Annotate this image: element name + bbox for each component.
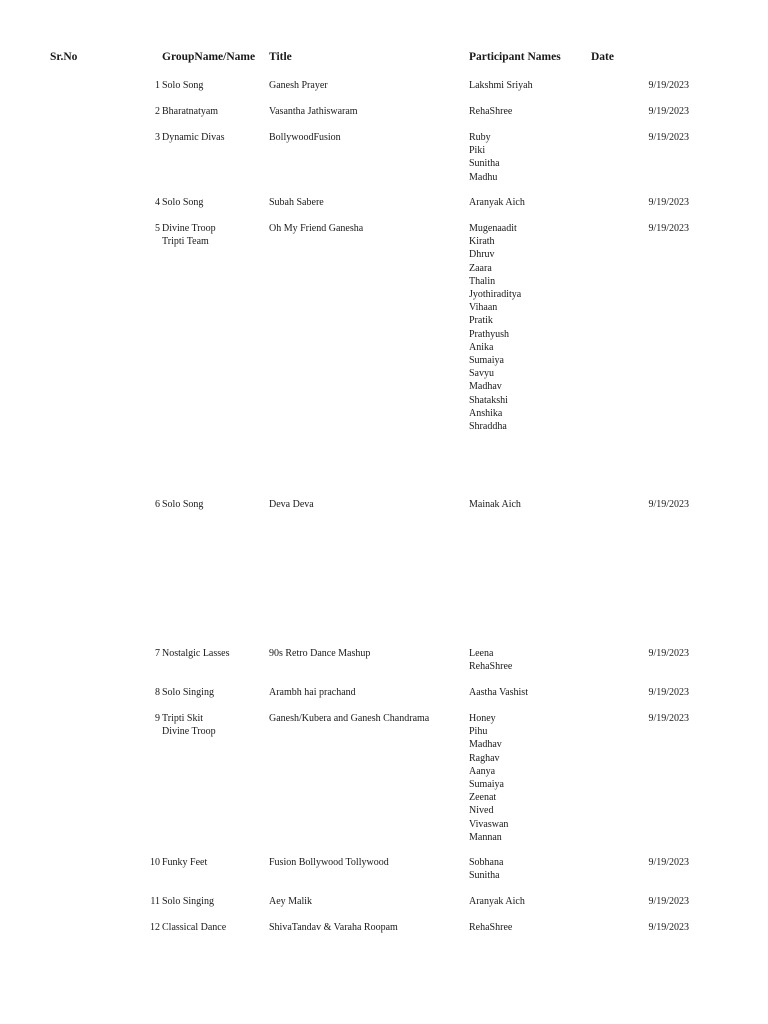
participant-name: Aranyak Aich bbox=[469, 197, 525, 208]
participant-name: Sunitha bbox=[469, 158, 500, 170]
participants-cell bbox=[469, 686, 528, 699]
participant-name: Savyu bbox=[469, 368, 494, 380]
date-cell: 9/19/2023 bbox=[648, 687, 689, 698]
group-name-cell bbox=[162, 79, 203, 92]
header-srno: Sr.No bbox=[50, 51, 78, 63]
title-cell: BollywoodFusion bbox=[269, 132, 341, 143]
participant-name: Shatakshi bbox=[469, 394, 508, 406]
participant-name: RehaShree bbox=[469, 106, 513, 117]
title-cell: Vasantha Jathiswaram bbox=[269, 106, 358, 117]
participant-name: Shraddha bbox=[469, 421, 507, 433]
participant-name: Pratik bbox=[469, 315, 493, 327]
participants-cell bbox=[469, 79, 533, 92]
header-participant-names: Participant Names bbox=[469, 51, 561, 63]
title-cell: Arambh hai prachand bbox=[269, 687, 356, 698]
participant-name: Zaara bbox=[469, 262, 492, 274]
title-cell: Subah Sabere bbox=[269, 197, 324, 208]
participant-name: Aastha Vashist bbox=[469, 687, 528, 698]
row-number: 1 bbox=[155, 80, 160, 91]
participants-cell bbox=[469, 196, 525, 209]
participant-name: Madhav bbox=[469, 381, 502, 393]
date-cell: 9/19/2023 bbox=[648, 499, 689, 510]
group-name-cell bbox=[162, 856, 207, 869]
group-name-cell bbox=[162, 131, 225, 144]
participant-name: Zeenat bbox=[469, 792, 497, 804]
participant-name: Prathyush bbox=[469, 328, 509, 340]
participant-name: Leena bbox=[469, 648, 494, 659]
group-name-line: Dynamic Divas bbox=[162, 132, 225, 143]
group-name-line: Tripti Team bbox=[162, 236, 209, 248]
title-cell: Ganesh Prayer bbox=[269, 80, 328, 91]
participant-name: Dhruv bbox=[469, 249, 495, 261]
row-number: 12 bbox=[150, 922, 160, 933]
group-name-cell bbox=[162, 105, 218, 118]
group-name-line: Nostalgic Lasses bbox=[162, 648, 230, 659]
group-name-line: Solo Singing bbox=[162, 687, 214, 698]
participant-name: Raghav bbox=[469, 752, 500, 764]
participant-name: Sobhana bbox=[469, 857, 504, 868]
row-number: 4 bbox=[155, 197, 160, 208]
group-name-cell bbox=[162, 498, 203, 511]
group-name-cell bbox=[162, 921, 226, 934]
participants-cell bbox=[469, 131, 500, 184]
participants-cell bbox=[469, 895, 525, 908]
group-name-line: Solo Song bbox=[162, 80, 204, 91]
row-number: 5 bbox=[155, 223, 160, 234]
participants-cell bbox=[469, 105, 512, 118]
date-cell: 9/19/2023 bbox=[648, 713, 689, 724]
participants-cell bbox=[469, 647, 512, 673]
participant-name: Aranyak Aich bbox=[469, 896, 525, 907]
group-name-cell bbox=[162, 895, 214, 908]
date-cell: 9/19/2023 bbox=[648, 648, 689, 659]
participant-name: Mugenaadit bbox=[469, 223, 517, 234]
group-name-line: Tripti Skit bbox=[162, 713, 204, 724]
participant-name: Lakshmi Sriyah bbox=[469, 80, 533, 91]
participants-cell bbox=[469, 921, 512, 934]
participant-name: Madhav bbox=[469, 739, 502, 751]
date-cell: 9/19/2023 bbox=[648, 80, 689, 91]
header-date: Date bbox=[591, 51, 614, 63]
participant-name: RehaShree bbox=[469, 661, 513, 673]
date-cell: 9/19/2023 bbox=[648, 106, 689, 117]
title-cell: Oh My Friend Ganesha bbox=[269, 223, 364, 234]
row-number: 3 bbox=[155, 132, 160, 143]
row-number: 2 bbox=[155, 106, 160, 117]
participant-name: Nived bbox=[469, 805, 494, 817]
group-name-line: Divine Troop bbox=[162, 223, 216, 234]
group-name-line: Solo Song bbox=[162, 197, 204, 208]
participants-cell bbox=[469, 856, 503, 882]
title-cell: Aey Malik bbox=[269, 896, 313, 907]
row-number: 10 bbox=[150, 857, 160, 868]
date-cell: 9/19/2023 bbox=[648, 922, 689, 933]
date-cell: 9/19/2023 bbox=[648, 857, 689, 868]
participant-name: Honey bbox=[469, 713, 496, 724]
participants-cell bbox=[469, 712, 508, 844]
title-cell: Ganesh/Kubera and Ganesh Chandrama bbox=[269, 713, 430, 724]
row-number: 9 bbox=[155, 713, 160, 724]
participant-name: Anika bbox=[469, 341, 494, 353]
row-number: 6 bbox=[155, 499, 160, 510]
group-name-line: Bharatnatyam bbox=[162, 106, 219, 117]
participant-name: Sumaiya bbox=[469, 779, 504, 791]
participant-name: Kirath bbox=[469, 236, 495, 248]
header-title: Title bbox=[269, 51, 292, 63]
participant-name: Ruby bbox=[469, 132, 491, 143]
title-cell: Fusion Bollywood Tollywood bbox=[269, 857, 389, 868]
date-cell: 9/19/2023 bbox=[648, 896, 689, 907]
date-cell: 9/19/2023 bbox=[648, 223, 689, 234]
group-name-line: Divine Troop bbox=[162, 726, 216, 738]
row-number: 11 bbox=[150, 896, 160, 907]
participant-name: Vivaswan bbox=[469, 818, 509, 830]
participant-name: Sunitha bbox=[469, 870, 500, 882]
participant-name: Piki bbox=[469, 145, 486, 157]
group-name-cell bbox=[162, 686, 214, 699]
participant-name: Pihu bbox=[469, 726, 488, 738]
group-name-cell bbox=[162, 196, 203, 209]
date-cell: 9/19/2023 bbox=[648, 197, 689, 208]
participant-name: Vihaan bbox=[469, 302, 498, 314]
participant-name: Madhu bbox=[469, 171, 498, 183]
participant-name: RehaShree bbox=[469, 922, 513, 933]
participant-name: Thalin bbox=[469, 275, 496, 287]
participant-name: Mannan bbox=[469, 831, 502, 843]
participant-name: Anshika bbox=[469, 407, 503, 419]
title-cell: ShivaTandav & Varaha Roopam bbox=[269, 922, 398, 933]
participant-name: Sumaiya bbox=[469, 355, 504, 367]
group-name-line: Classical Dance bbox=[162, 922, 227, 933]
group-name-cell bbox=[162, 222, 216, 248]
group-name-line: Funky Feet bbox=[162, 857, 208, 868]
row-number: 7 bbox=[155, 648, 160, 659]
header-group-name: GroupName/Name bbox=[162, 51, 256, 63]
participant-name: Jyothiraditya bbox=[469, 289, 522, 301]
participants-cell bbox=[469, 498, 521, 511]
date-cell: 9/19/2023 bbox=[648, 132, 689, 143]
participants-cell bbox=[469, 222, 521, 433]
group-name-cell bbox=[162, 647, 230, 660]
title-cell: 90s Retro Dance Mashup bbox=[269, 648, 371, 659]
participant-name: Mainak Aich bbox=[469, 499, 521, 510]
group-name-line: Solo Song bbox=[162, 499, 204, 510]
group-name-line: Solo Singing bbox=[162, 896, 214, 907]
row-number: 8 bbox=[155, 687, 160, 698]
group-name-cell bbox=[162, 712, 216, 738]
participant-name: Aanya bbox=[469, 765, 496, 777]
title-cell: Deva Deva bbox=[269, 499, 314, 510]
